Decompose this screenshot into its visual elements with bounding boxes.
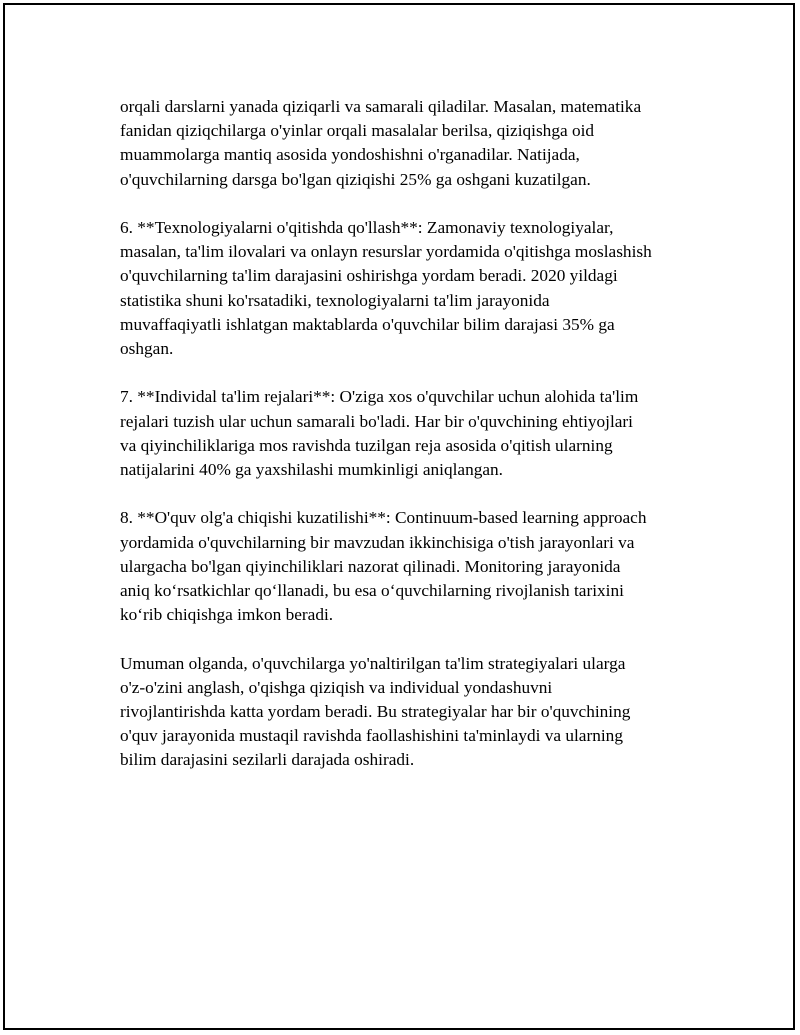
document-body xyxy=(120,95,700,797)
text-line: statistika shuni ko'rsatadiki, texnologiyalarni ta'lim jarayonida xyxy=(120,290,550,310)
text-line: 8. **O'quv olg'a chiqishi kuzatilishi**: Continuum-based learning approach xyxy=(120,508,647,528)
text-line: rejalari tuzish ular uchun samarali bo'ladi. Har bir o'quvchining ehtiyojlari xyxy=(120,411,633,431)
text-line: 6. **Texnologiyalarni o'qitishda qo'llash**: Zamonaviy texnologiyalar, xyxy=(120,218,614,237)
paragraph-item-6 xyxy=(120,216,700,361)
page-frame xyxy=(3,3,795,1030)
text-line: o'quv jarayonida mustaqil ravishda faollashishini ta'minlaydi va ularning xyxy=(120,726,623,746)
text-line: fanidan qiziqchilarga o'yinlar orqali masalalar berilsa, qiziqishga oid xyxy=(120,121,595,141)
paragraph-intro-continuation xyxy=(120,95,700,192)
text-line: orqali darslarni yanada qiziqarli va samarali qiladilar. Masalan, matematika xyxy=(120,97,642,116)
text-line: muvaffaqiyatli ishlatgan maktablarda o'quvchilar bilim darajasi 35% ga xyxy=(120,314,615,334)
text-line: masalan, ta'lim ilovalari va onlayn resurslar yordamida o'qitishga moslashish xyxy=(120,242,652,262)
paragraph-item-7 xyxy=(120,385,700,482)
paragraph-conclusion xyxy=(120,652,700,773)
text-line: koʻrib chiqishga imkon beradi. xyxy=(120,605,334,625)
text-line: yordamida o'quvchilarning bir mavzudan ikkinchisiga o'tish jarayonlari va xyxy=(120,532,635,552)
text-line: ulargacha bo'lgan qiyinchiliklari nazorat qilinadi. Monitoring jarayonida xyxy=(120,556,621,576)
text-line: natijalarini 40% ga yaxshilashi mumkinligi aniqlangan. xyxy=(120,460,503,480)
text-line: o'z-o'zini anglash, o'qishga qiziqish va individual yondashuvni xyxy=(120,677,553,697)
text-line: bilim darajasini sezilarli darajada oshiradi. xyxy=(120,750,415,770)
text-line: o'quvchilarning darsga bo'lgan qiziqishi 25% ga oshgani kuzatilgan. xyxy=(120,169,591,189)
text-line: oshgan. xyxy=(120,339,174,359)
text-line: aniq koʻrsatkichlar qoʻllanadi, bu esa oʻquvchilarning rivojlanish tarixini xyxy=(120,581,624,601)
paragraph-item-8 xyxy=(120,506,700,627)
text-line: o'quvchilarning ta'lim darajasini oshirishga yordam beradi. 2020 yildagi xyxy=(120,266,618,286)
text-line: 7. **Individal ta'lim rejalari**: O'ziga xos o'quvchilar uchun alohida ta'lim xyxy=(120,387,639,407)
text-line: rivojlantirishda katta yordam beradi. Bu strategiyalar har bir o'quvchining xyxy=(120,702,631,722)
text-line: Umuman olganda, o'quvchilarga yo'naltirilgan ta'lim strategiyalari ularga xyxy=(120,653,626,673)
text-line: muammolarga mantiq asosida yondoshishni o'rganadilar. Natijada, xyxy=(120,145,580,165)
text-line: va qiyinchiliklariga mos ravishda tuzilgan reja asosida o'qitish ularning xyxy=(120,435,613,455)
